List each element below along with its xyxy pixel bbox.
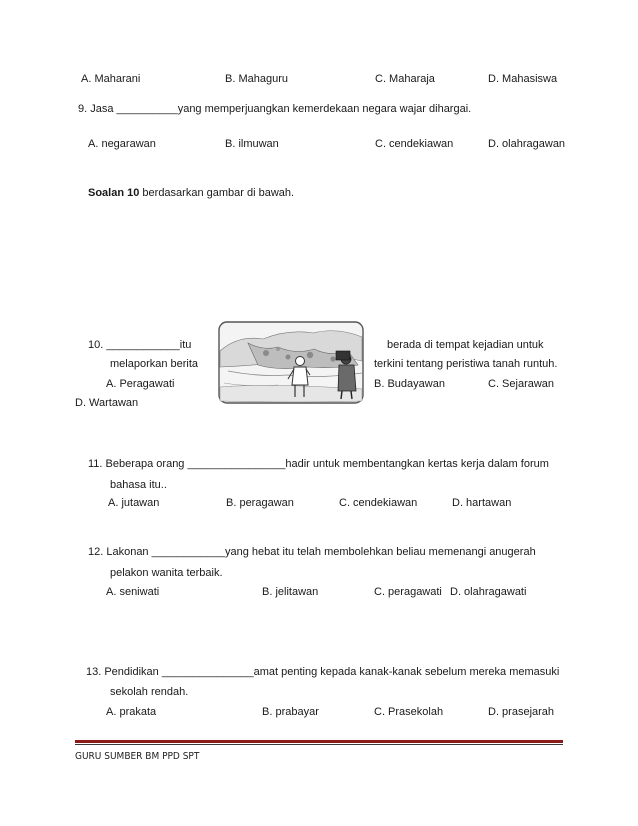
q9-option-c: C. cendekiawan — [375, 138, 454, 150]
q11-option-c: C. cendekiawan — [339, 497, 418, 509]
footer-rule-red — [75, 740, 563, 743]
q13-option-c: C. Prasekolah — [374, 706, 444, 718]
q10-line1: 10. ____________itu — [88, 339, 192, 351]
q8-option-c: C. Maharaja — [375, 73, 435, 85]
footer-text: GURU SUMBER BM PPD SPT — [75, 751, 200, 762]
q13-option-a: A. prakata — [106, 706, 157, 718]
q10-option-c: C. Sejarawan — [488, 378, 555, 390]
q12-option-c: C. peragawati — [374, 586, 442, 598]
q12-option-d: D. olahragawati — [450, 586, 527, 598]
q13-option-d: D. prasejarah — [488, 706, 555, 718]
q9-question: 9. Jasa __________yang memperjuangkan kemerdekaan negara wajar dihargai. — [78, 103, 472, 115]
q9-option-b: B. ilmuwan — [225, 138, 279, 150]
soalan10-heading — [88, 187, 294, 200]
q8-option-b: B. Mahaguru — [225, 73, 288, 85]
q9-option-a: A. negarawan — [88, 138, 156, 150]
q12-line2: pelakon wanita terbaik. — [110, 567, 223, 579]
q10-option-d: D. Wartawan — [75, 397, 139, 409]
q8-option-a: A. Maharani — [81, 73, 141, 85]
soalan10-bold: Soalan 10 — [88, 187, 140, 199]
q10-line2-right: terkini tentang peristiwa tanah runtuh. — [374, 358, 558, 370]
q13-line1: 13. Pendidikan _______________amat penting kepada kanak-kanak sebelum mereka memasuki — [86, 666, 560, 678]
footer-rule-dark — [75, 744, 563, 745]
q13-option-b: B. prabayar — [262, 706, 319, 718]
q11-option-a: A. jutawan — [108, 497, 160, 509]
q11-line1: 11. Beberapa orang ________________hadir untuk membentangkan kertas kerja dalam forum — [88, 458, 549, 470]
landslide-reporter-illustration — [218, 321, 364, 404]
q11-line2: bahasa itu.. — [110, 479, 167, 491]
q8-option-d: D. Mahasiswa — [488, 73, 558, 85]
soalan10-rest: berdasarkan gambar di bawah. — [139, 187, 295, 199]
q12-option-b: B. jelitawan — [262, 586, 319, 598]
q11-option-b: B. peragawan — [226, 497, 294, 509]
q13-line2: sekolah rendah. — [110, 686, 189, 698]
q10-option-a: A. Peragawati — [106, 378, 175, 390]
q12-option-a: A. seniwati — [106, 586, 160, 598]
q9-option-d: D. olahragawan — [488, 138, 566, 150]
q10-line1-right: berada di tempat kejadian untuk — [387, 339, 544, 351]
q12-line1: 12. Lakonan ____________yang hebat itu telah membolehkan beliau memenangi anugerah — [88, 546, 536, 558]
q10-line2: melaporkan berita — [110, 358, 199, 370]
q11-option-d: D. hartawan — [452, 497, 512, 509]
q10-option-b: B. Budayawan — [374, 378, 445, 390]
